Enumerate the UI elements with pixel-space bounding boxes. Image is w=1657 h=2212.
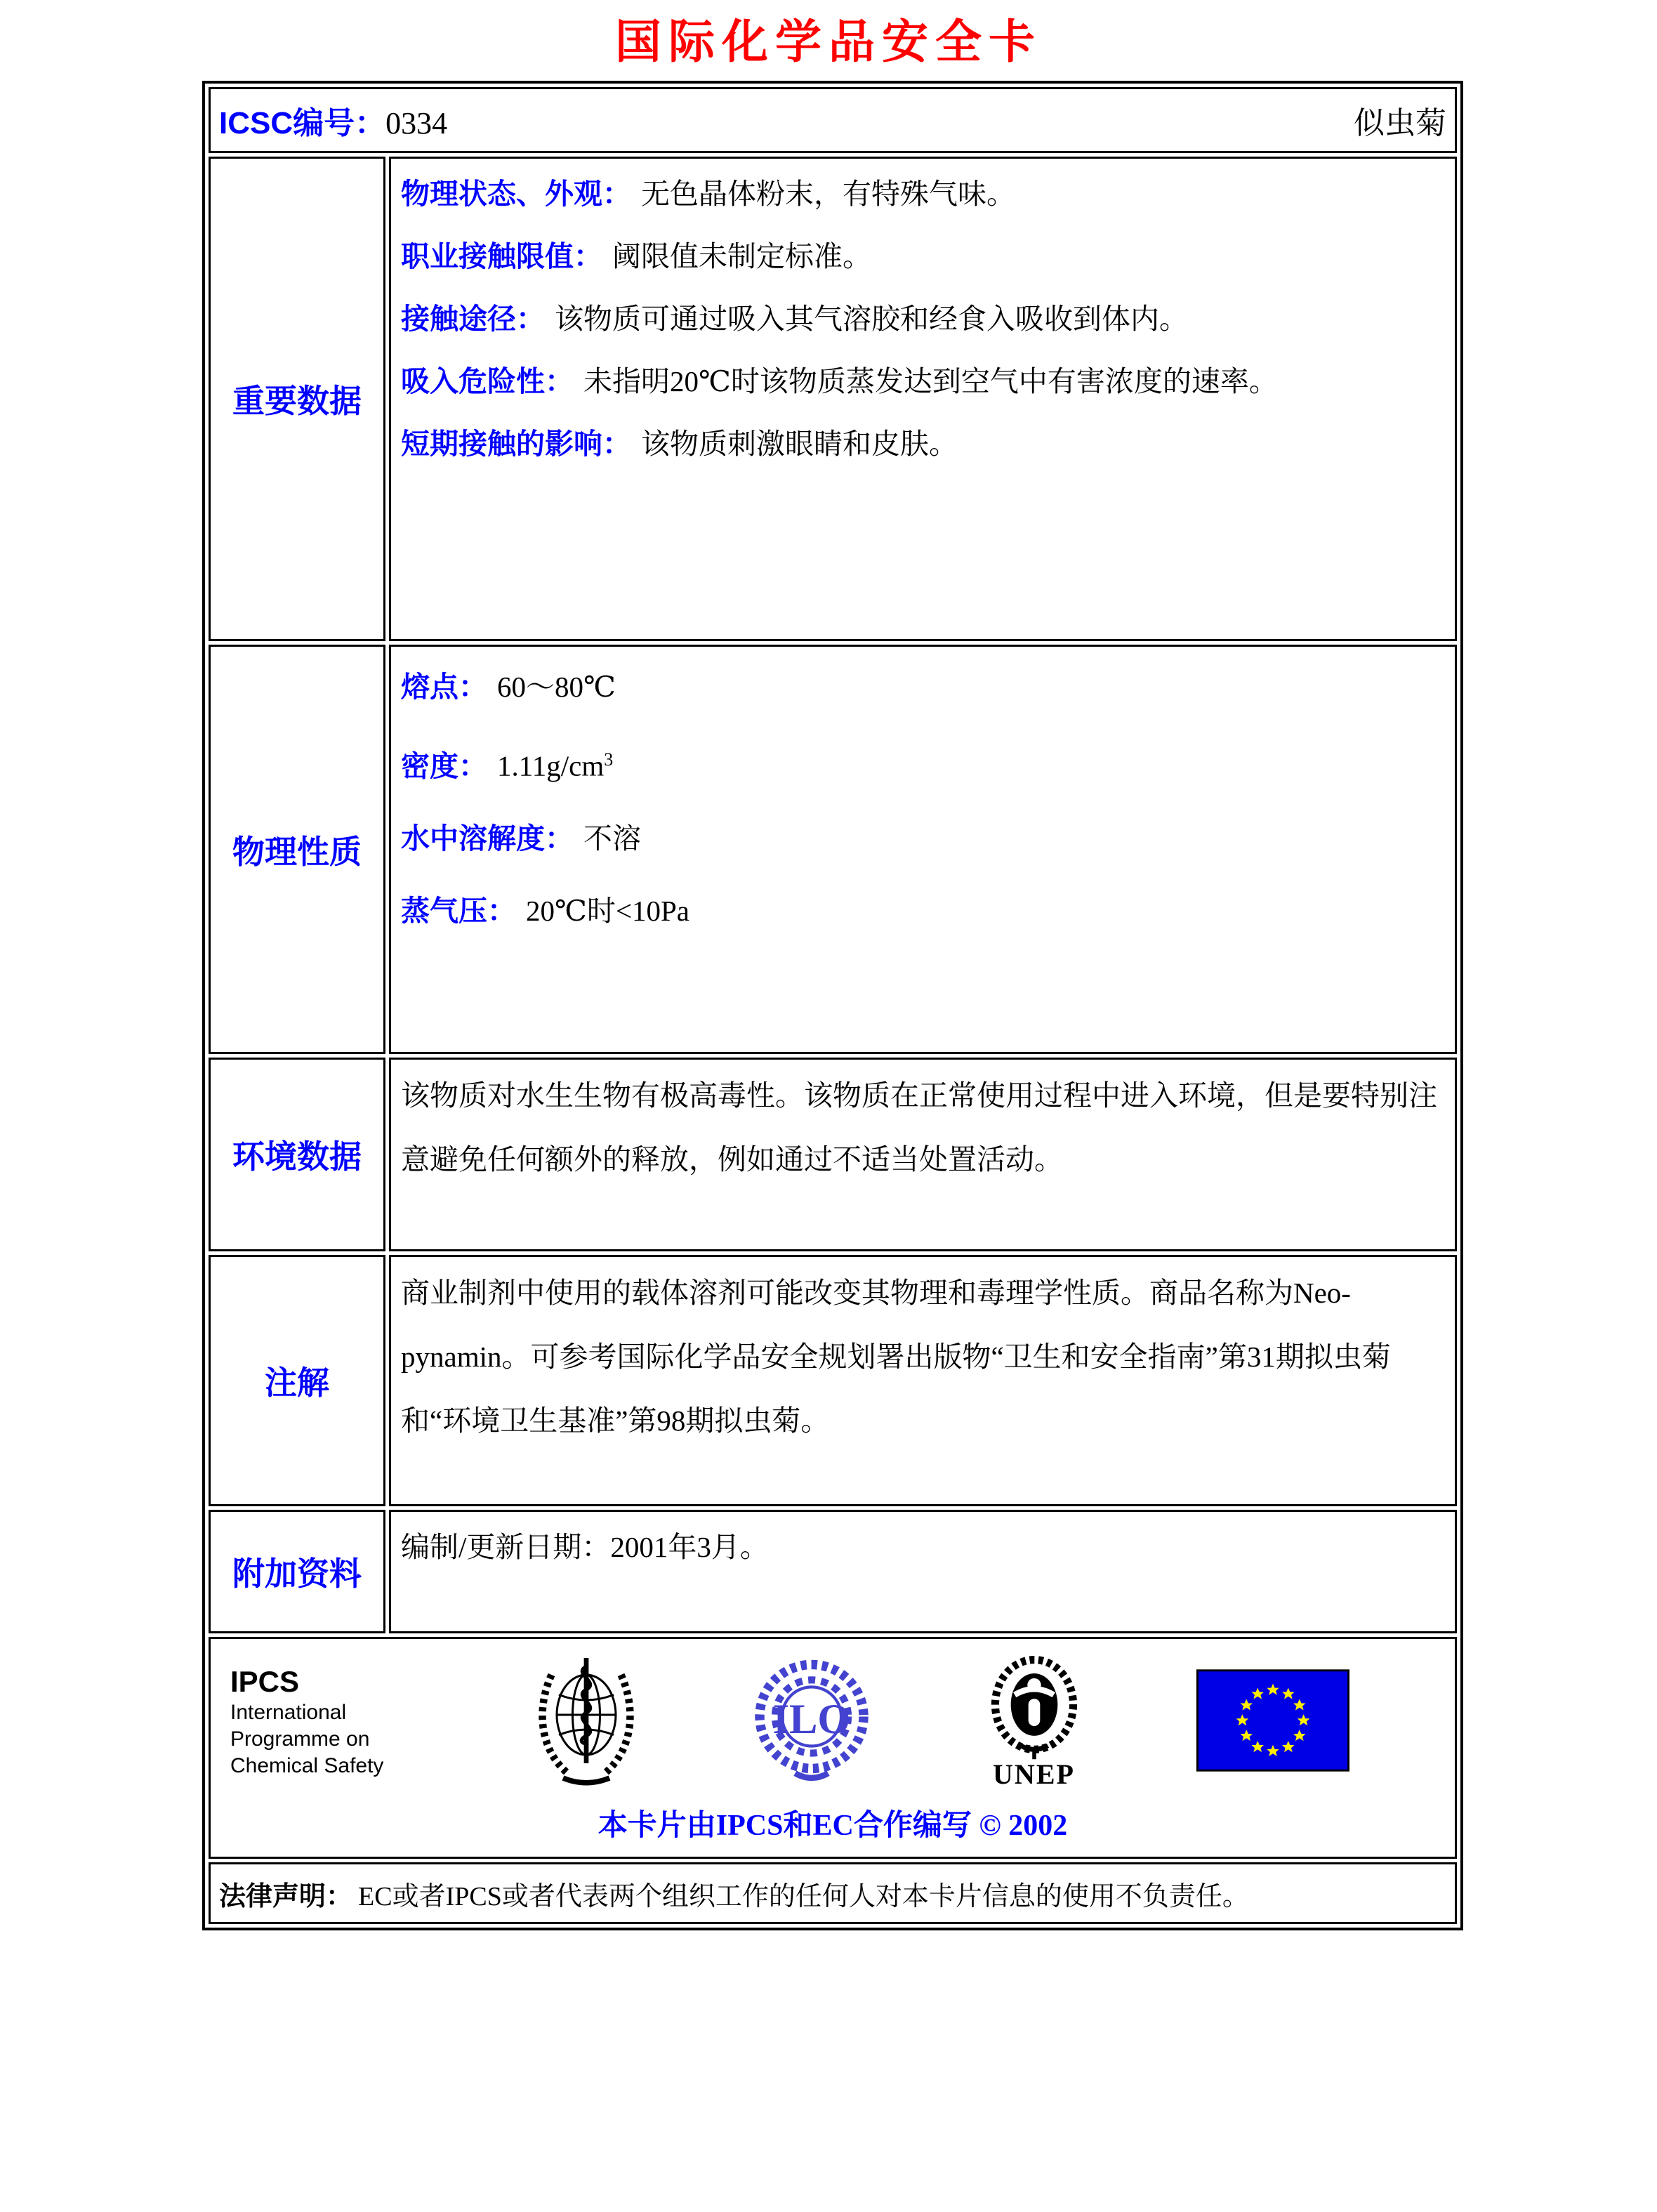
legal-statement-label: 法律声明： xyxy=(219,1881,353,1911)
section-label-physical-properties: 物理性质 xyxy=(209,645,385,1054)
environmental-text: 该物质对水生生物有极高毒性。该物质在正常使用过程中进入环境，但是要特别注意避免任何额外的释放，例如通过不适当处置活动。 xyxy=(401,1079,1437,1176)
legal-statement-row xyxy=(209,1862,1457,1924)
section-content-environmental-data xyxy=(389,1058,1457,1251)
icsc-card-table xyxy=(202,81,1463,1930)
item-heading: 短期接触的影响： xyxy=(401,428,631,460)
physical-item xyxy=(401,875,1445,947)
item-text: 该物质刺激眼睛和皮肤。 xyxy=(641,428,958,460)
section-label-important-data: 重要数据 xyxy=(209,157,385,641)
update-date-label: 编制/更新日期： xyxy=(401,1531,611,1563)
item-heading: 吸入危险性： xyxy=(401,365,574,397)
ilo-letters: ILO xyxy=(772,1696,851,1743)
item-text: 1.11g/cm xyxy=(497,749,605,782)
item-heading: 密度： xyxy=(401,749,487,782)
item-superscript: 3 xyxy=(604,749,614,770)
ipcs-acronym: IPCS xyxy=(230,1665,300,1698)
icsc-number-value: 0334 xyxy=(385,106,448,140)
section-content-additional-info xyxy=(389,1510,1457,1633)
section-content-physical-properties xyxy=(389,645,1457,1054)
physical-item xyxy=(401,723,1445,803)
item-heading: 水中溶解度： xyxy=(401,822,574,855)
icsc-number-group xyxy=(219,98,447,143)
card-header-row xyxy=(209,87,1457,153)
section-label-notes: 注解 xyxy=(209,1255,385,1506)
page-title: 国际化学品安全卡 xyxy=(615,17,1042,68)
item-heading: 职业接触限值： xyxy=(401,240,602,272)
organizations-row xyxy=(209,1637,1457,1859)
ilo-logo-icon xyxy=(752,1655,871,1789)
item-heading: 蒸气压： xyxy=(401,894,516,927)
notes-text: 商业制剂中使用的载体溶剂可能改变其物理和毒理学性质。商品名称为Neo-pynamin。可参考国际化学品安全规划署出版物“卫生和安全指南”第31期拟虫菊和“环境卫生基准”第98期拟虫菊。 xyxy=(401,1277,1391,1437)
ipcs-name-line: Chemical Safety xyxy=(230,1754,384,1777)
important-item xyxy=(401,225,1445,288)
item-text: 未指明20℃时该物质蒸发达到空气中有害浓度的速率。 xyxy=(583,365,1278,397)
important-item xyxy=(401,413,1445,475)
physical-item xyxy=(401,803,1445,875)
substance-name: 似虫菊 xyxy=(1354,106,1446,140)
item-text: 无色晶体粉末，有特殊气味。 xyxy=(641,178,1015,210)
item-heading: 接触途径： xyxy=(401,303,545,335)
ipcs-name-line: International xyxy=(230,1701,347,1724)
item-text: 阈限值未制定标准。 xyxy=(612,240,871,272)
who-logo-icon xyxy=(534,1652,639,1792)
unep-letters: UNEP xyxy=(993,1758,1075,1790)
ipcs-text-block xyxy=(230,1664,420,1779)
section-label-additional-info: 附加资料 xyxy=(209,1510,385,1633)
icsc-number-label: ICSC编号： xyxy=(219,106,386,140)
important-item xyxy=(401,350,1445,413)
item-text: 20℃时<10Pa xyxy=(526,894,689,927)
item-heading: 物理状态、外观： xyxy=(401,178,631,210)
update-date-value: 2001年3月。 xyxy=(610,1531,769,1563)
eu-flag-icon xyxy=(1196,1669,1349,1775)
ipcs-name-line: Programme on xyxy=(230,1727,370,1751)
important-item xyxy=(401,288,1445,350)
important-item xyxy=(401,163,1445,225)
section-content-notes xyxy=(389,1255,1457,1506)
section-content-important-data xyxy=(389,157,1457,641)
unep-logo-icon xyxy=(985,1656,1083,1789)
additional-info-item xyxy=(401,1516,1445,1579)
item-heading: 熔点： xyxy=(401,671,487,703)
section-label-environmental-data: 环境数据 xyxy=(209,1058,385,1251)
legal-statement-text: EC或者IPCS或者代表两个组织工作的任何人对本卡片信息的使用不负责任。 xyxy=(358,1881,1249,1911)
item-text: 60～80℃ xyxy=(497,671,616,703)
physical-item xyxy=(401,651,1445,723)
item-text: 该物质可通过吸入其气溶胶和经食入吸收到体内。 xyxy=(555,303,1188,335)
credit-line: 本卡片由IPCS和EC合作编写 © 2002 xyxy=(598,1810,1068,1842)
item-text: 不溶 xyxy=(583,822,641,855)
